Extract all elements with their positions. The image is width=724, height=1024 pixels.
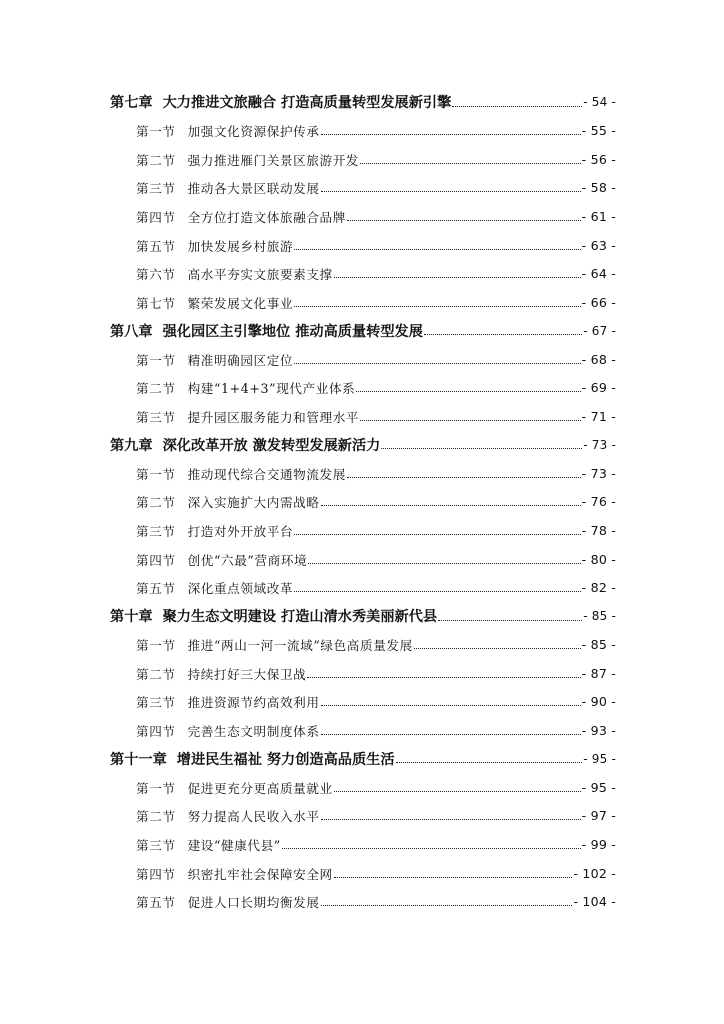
toc-page-number: - 85 - (583, 609, 616, 624)
dot-leader (347, 220, 581, 221)
toc-number: 第五节 (136, 238, 176, 254)
toc-section[interactable] (0, 830, 724, 859)
toc-page-number: - 102 - (573, 865, 616, 881)
toc-number: 第四节 (136, 552, 176, 568)
dot-leader (347, 477, 581, 478)
toc-page-number: - 61 - (581, 208, 616, 224)
toc-number: 第三节 (136, 695, 176, 711)
dot-leader (321, 134, 581, 135)
dot-leader (452, 106, 582, 107)
toc-page-number: - 104 - (573, 894, 616, 910)
dot-leader (321, 819, 581, 820)
toc-section[interactable] (0, 773, 724, 802)
dot-leader (334, 877, 573, 878)
toc-section[interactable] (0, 459, 724, 488)
dot-leader (396, 762, 583, 763)
toc-number: 第三节 (136, 523, 176, 539)
toc-number: 第九章 (110, 437, 153, 454)
toc-page-number: - 68 - (581, 351, 616, 367)
toc-page-number: - 99 - (581, 836, 616, 852)
dot-leader (321, 734, 581, 735)
toc-page-number: - 73 - (581, 465, 616, 481)
toc-number: 第三节 (136, 409, 176, 425)
dot-leader (294, 591, 581, 592)
toc-section[interactable] (0, 231, 724, 260)
toc-number: 第八章 (110, 323, 153, 340)
toc-page-number: - 55 - (581, 123, 616, 139)
toc-number: 第二节 (136, 381, 176, 397)
toc-page-number: - 67 - (583, 323, 616, 338)
toc-title: 持续打好三大保卫战 (187, 666, 307, 682)
toc-number: 第二节 (136, 152, 176, 168)
toc-section[interactable] (0, 659, 724, 688)
toc-title: 促进更充分更高质量就业 (187, 780, 333, 796)
toc-title: 深化重点领域改革 (187, 581, 294, 597)
toc-number: 第六节 (136, 267, 176, 283)
dot-leader (307, 677, 580, 678)
toc-number: 第四节 (136, 866, 176, 882)
toc-title: 提升园区服务能力和管理水平 (187, 409, 360, 425)
toc-page-number: - 87 - (581, 665, 616, 681)
toc-page-number: - 64 - (581, 266, 616, 282)
toc-title: 促进人口长期均衡发展 (187, 895, 320, 911)
toc-page-number: - 95 - (581, 779, 616, 795)
toc-title: 推动各大景区联动发展 (187, 181, 320, 197)
dot-leader (381, 448, 582, 449)
toc-section[interactable] (0, 145, 724, 174)
dot-leader (294, 534, 581, 535)
toc-number: 第七节 (136, 295, 176, 311)
toc-title: 建设“健康代县” (187, 837, 281, 853)
toc-title: 推进“两山一河一流域”绿色高质量发展 (187, 638, 413, 654)
toc-section[interactable] (0, 373, 724, 402)
toc-number: 第一节 (136, 124, 176, 140)
dot-leader (334, 791, 581, 792)
dot-leader (360, 163, 581, 164)
toc-section[interactable] (0, 545, 724, 574)
toc-page-number: - 90 - (581, 694, 616, 710)
toc-title: 深入实施扩大内需战略 (187, 495, 320, 511)
toc-title: 全方位打造文体旅融合品牌 (187, 209, 346, 225)
toc-title: 增进民生福祉 努力创造高品质生活 (176, 751, 395, 768)
toc-number: 第二节 (136, 495, 176, 511)
dot-leader (334, 277, 581, 278)
toc-page-number: - 58 - (581, 180, 616, 196)
toc-title: 繁荣发展文化事业 (187, 295, 294, 311)
toc-chapter-8[interactable] (0, 316, 724, 345)
toc-title: 聚力生态文明建设 打造山清水秀美丽新代县 (162, 609, 438, 626)
dot-leader (308, 563, 580, 564)
toc-page-number: - 71 - (581, 408, 616, 424)
toc-section[interactable] (0, 117, 724, 146)
dot-leader (360, 420, 581, 421)
toc-number: 第十章 (110, 609, 153, 626)
dot-leader (294, 249, 581, 250)
toc-section[interactable] (0, 202, 724, 231)
dot-leader (356, 391, 580, 392)
toc-section[interactable] (0, 573, 724, 602)
toc-page-number: - 85 - (581, 637, 616, 653)
dot-leader (321, 905, 573, 906)
toc-number: 第二节 (136, 666, 176, 682)
toc-page-number: - 82 - (581, 580, 616, 596)
toc-section[interactable] (0, 859, 724, 888)
toc-title: 强化园区主引擎地位 推动高质量转型发展 (162, 323, 423, 340)
toc-title: 织密扎牢社会保障安全网 (187, 866, 333, 882)
toc-title: 完善生态文明制度体系 (187, 723, 320, 739)
toc-chapter-10[interactable] (0, 602, 724, 631)
toc-title: 推进资源节约高效利用 (187, 695, 320, 711)
dot-leader (294, 306, 581, 307)
toc-title: 加强文化资源保护传承 (187, 124, 320, 140)
dot-leader (438, 620, 582, 621)
dot-leader (424, 334, 582, 335)
toc-title: 创优“六最”营商环境 (187, 552, 308, 568)
toc-page-number: - 73 - (583, 437, 616, 452)
dot-leader (282, 848, 581, 849)
dot-leader (321, 191, 581, 192)
toc-title: 强力推进雁门关景区旅游开发 (187, 152, 360, 168)
toc-section[interactable] (0, 516, 724, 545)
toc-number: 第七章 (110, 95, 153, 112)
toc-section[interactable] (0, 259, 724, 288)
toc-number: 第一节 (136, 780, 176, 796)
toc-section[interactable] (0, 687, 724, 716)
toc-title: 高水平夯实文旅要素支撑 (187, 267, 333, 283)
toc-number: 第五节 (136, 581, 176, 597)
toc-number: 第一节 (136, 638, 176, 654)
toc-section[interactable] (0, 345, 724, 374)
toc-page-number: - 56 - (581, 151, 616, 167)
toc-section[interactable] (0, 488, 724, 517)
toc-number: 第四节 (136, 723, 176, 739)
toc-page-number: - 78 - (581, 522, 616, 538)
dot-leader (321, 505, 581, 506)
toc-page-number: - 63 - (581, 237, 616, 253)
toc-number: 第一节 (136, 352, 176, 368)
toc-title: 努力提高人民收入水平 (187, 809, 320, 825)
toc-number: 第十一章 (110, 751, 167, 768)
dot-leader (294, 363, 581, 364)
toc-title: 大力推进文旅融合 打造高质量转型发展新引擎 (162, 95, 452, 112)
dot-leader (414, 648, 581, 649)
toc-number: 第三节 (136, 837, 176, 853)
toc-page-number: - 76 - (581, 494, 616, 510)
toc-number: 第一节 (136, 466, 176, 482)
toc-section[interactable] (0, 630, 724, 659)
toc-chapter-9[interactable] (0, 431, 724, 460)
toc-number: 第四节 (136, 209, 176, 225)
toc-number: 第五节 (136, 895, 176, 911)
toc-chapter-7[interactable] (0, 88, 724, 117)
toc-chapter-11[interactable] (0, 745, 724, 774)
toc-title: 深化改革开放 激发转型发展新活力 (162, 437, 381, 454)
toc-section[interactable] (0, 802, 724, 831)
toc-title: 加快发展乡村旅游 (187, 238, 294, 254)
toc-title: 打造对外开放平台 (187, 523, 294, 539)
toc-page-number: - 66 - (581, 294, 616, 310)
toc-page-number: - 54 - (583, 95, 616, 110)
toc-section[interactable] (0, 716, 724, 745)
toc-page-number: - 69 - (581, 380, 616, 396)
toc-page-number: - 80 - (581, 551, 616, 567)
toc-section[interactable] (0, 288, 724, 317)
toc-section[interactable] (0, 887, 724, 916)
toc-title: 精准明确园区定位 (187, 352, 294, 368)
toc-number: 第三节 (136, 181, 176, 197)
toc-number: 第二节 (136, 809, 176, 825)
dot-leader (321, 705, 581, 706)
toc-page-number: - 97 - (581, 808, 616, 824)
toc-title: 推动现代综合交通物流发展 (187, 466, 346, 482)
toc-page-number: - 95 - (583, 751, 616, 766)
table-of-contents (0, 88, 724, 916)
toc-section[interactable] (0, 174, 724, 203)
toc-title: 构建“1+4+3”现代产业体系 (187, 381, 356, 397)
toc-section[interactable] (0, 402, 724, 431)
toc-page-number: - 93 - (581, 722, 616, 738)
